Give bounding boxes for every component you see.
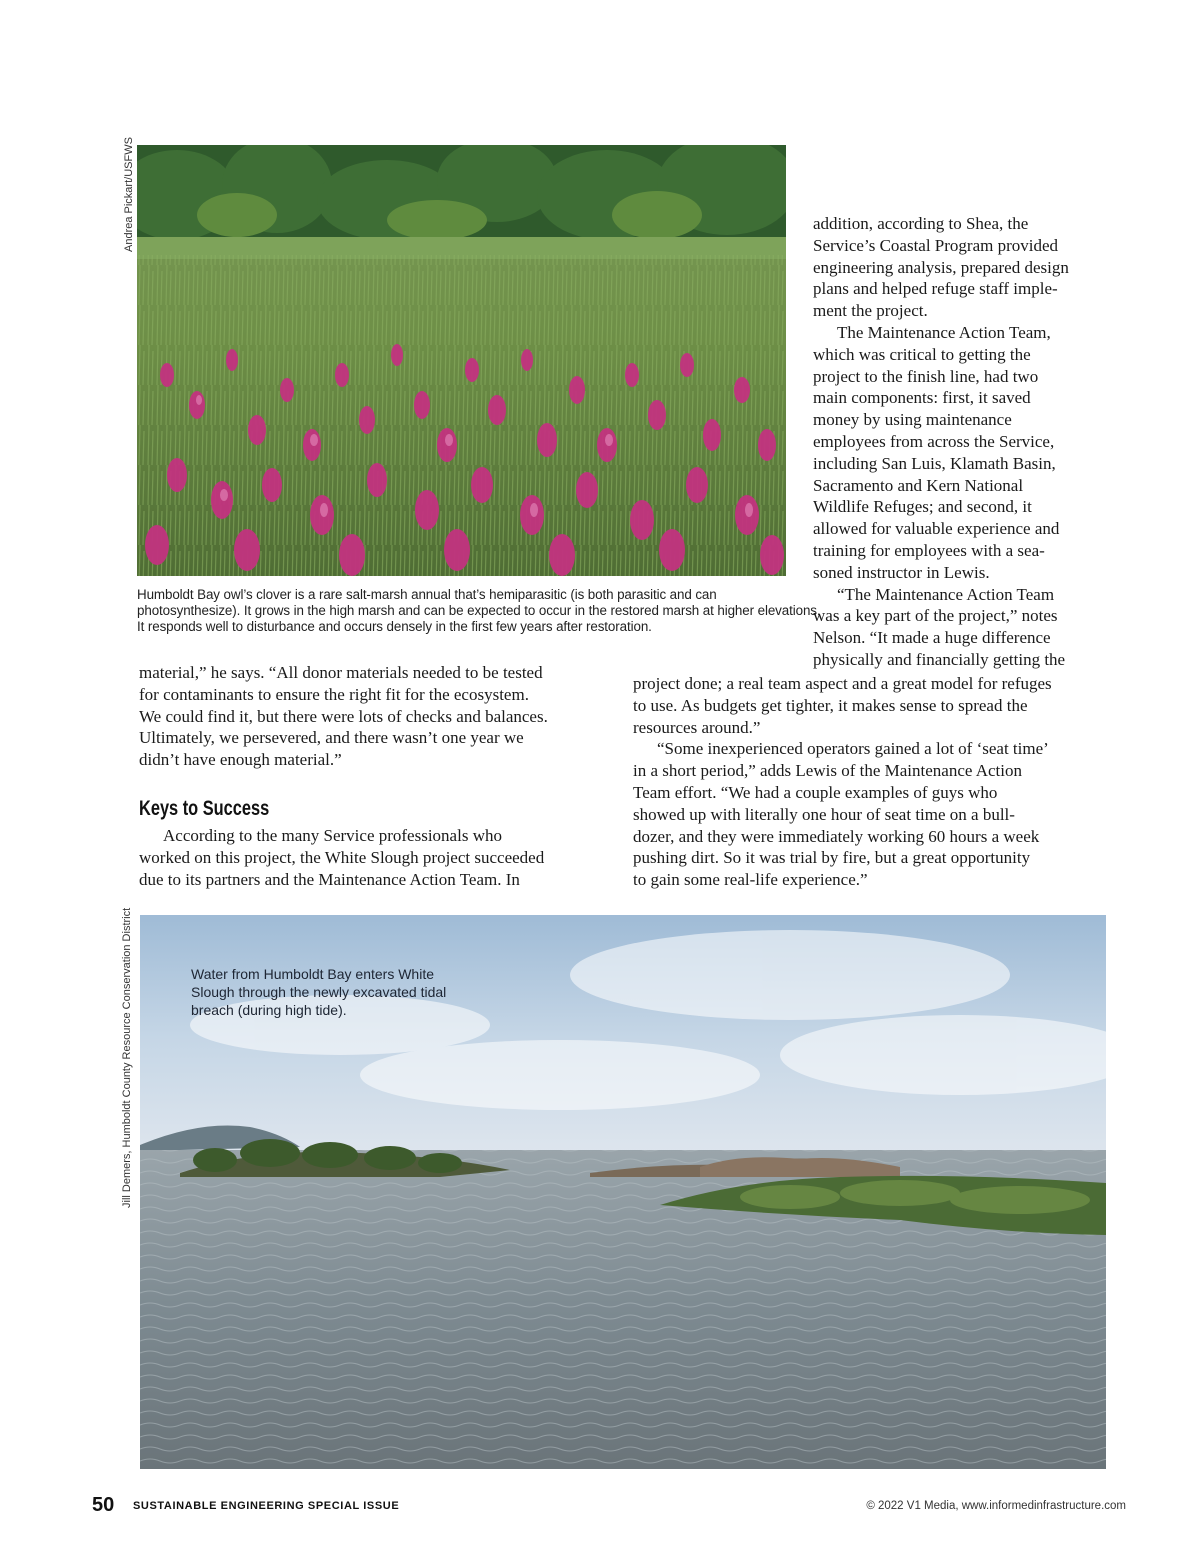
caption-line: Water from Humboldt Bay enters White: [191, 966, 435, 982]
caption-line: Slough through the newly excavated tidal: [191, 984, 447, 1000]
text-line: to use. As budgets get tighter, it makes sense to spread the: [633, 695, 1028, 715]
text-line: Nelson. “It made a huge difference: [813, 628, 1051, 648]
text-line: due to its partners and the Maintenance Action Team. In: [139, 869, 520, 889]
text-line: Team effort. “We had a couple examples of guys who: [633, 782, 998, 802]
left-column-para1: [139, 662, 548, 771]
right-column-top-text: [813, 213, 1069, 671]
text-line: main components: first, it saved: [813, 388, 1031, 408]
text-line: money by using maintenance: [813, 410, 1012, 430]
caption-line: It responds well to disturbance and occurs densely in the first few years after restoration.: [137, 619, 652, 634]
top-photo-credit: Andrea Pickart/USFWS: [123, 137, 135, 252]
text-line: showed up with literally one hour of seat time on a bull-: [633, 804, 1015, 824]
top-photo-caption: [137, 587, 821, 635]
text-line: Service’s Coastal Program provided: [813, 235, 1059, 255]
text-line: worked on this project, the White Slough project succeeded: [139, 847, 545, 867]
text-line: We could find it, but there were lots of checks and balances.: [139, 706, 548, 726]
text-line: ment the project.: [813, 301, 928, 321]
text-line: project to the finish line, had two: [813, 366, 1039, 386]
text-line: “Some inexperienced operators gained a lot of ‘seat time’: [657, 739, 1049, 759]
text-line: plans and helped refuge staff imple-: [813, 279, 1058, 299]
flower-meadow-image: [137, 145, 786, 576]
text-line: “The Maintenance Action Team: [837, 584, 1055, 604]
text-line: The Maintenance Action Team,: [837, 322, 1051, 342]
text-line: project done; a real team aspect and a great model for refuges: [633, 674, 1052, 693]
text-line: pushing dirt. So it was trial by fire, but a great opportunity: [633, 848, 1031, 868]
text-line: Ultimately, we persevered, and there wasn’t one year we: [139, 728, 524, 748]
section-heading: Keys to Success: [139, 797, 270, 820]
caption-line: Humboldt Bay owl’s clover is a rare salt-marsh annual that’s hemiparasitic (is both parasitic and can: [137, 587, 717, 602]
text-line: material,” he says. “All donor materials needed to be tested: [139, 663, 543, 682]
text-line: in a short period,” adds Lewis of the Maintenance Action: [633, 761, 1022, 781]
text-line: allowed for valuable experience and: [813, 519, 1060, 539]
text-line: was a key part of the project,” notes: [813, 606, 1058, 626]
text-line: training for employees with a sea-: [813, 540, 1045, 560]
text-line: resources around.”: [633, 717, 761, 737]
caption-line: breach (during high tide).: [191, 1002, 347, 1018]
page-number: 50: [92, 1494, 115, 1516]
right-column-bottom-text: [633, 673, 1052, 891]
text-line: to gain some real-life experience.”: [633, 870, 868, 890]
publication-title: SUSTAINABLE ENGINEERING SPECIAL ISSUE: [133, 1500, 400, 1512]
text-line: addition, according to Shea, the: [813, 214, 1029, 233]
left-column-para2: [139, 825, 544, 890]
text-line: soned instructor in Lewis.: [813, 562, 990, 582]
text-line: employees from across the Service,: [813, 431, 1055, 451]
text-line: dozer, and they were immediately working 60 hours a week: [633, 826, 1040, 846]
text-line: engineering analysis, prepared design: [813, 257, 1069, 277]
text-line: physically and financially getting the: [813, 649, 1066, 669]
text-line: Sacramento and Kern National: [813, 475, 1024, 495]
copyright-notice: © 2022 V1 Media, www.informedinfrastructure.com: [866, 1500, 1126, 1512]
text-line: which was critical to getting the: [813, 344, 1031, 364]
caption-line: photosynthesize). It grows in the high marsh and can be expected to occur in the restored marsh at higher elevations.: [137, 603, 821, 618]
flower-meadow-photo: [137, 145, 786, 576]
text-line: for contaminants to ensure the right fit for the ecosystem.: [139, 684, 529, 704]
bottom-photo-credit: Jill Demers, Humboldt County Resource Conservation District: [121, 907, 133, 1208]
text-line: Wildlife Refuges; and second, it: [813, 497, 1032, 517]
text-line: According to the many Service professionals who: [163, 826, 502, 845]
text-line: including San Luis, Klamath Basin,: [813, 453, 1056, 473]
bottom-photo-caption: [191, 965, 446, 1019]
text-line: didn’t have enough material.”: [139, 750, 342, 770]
